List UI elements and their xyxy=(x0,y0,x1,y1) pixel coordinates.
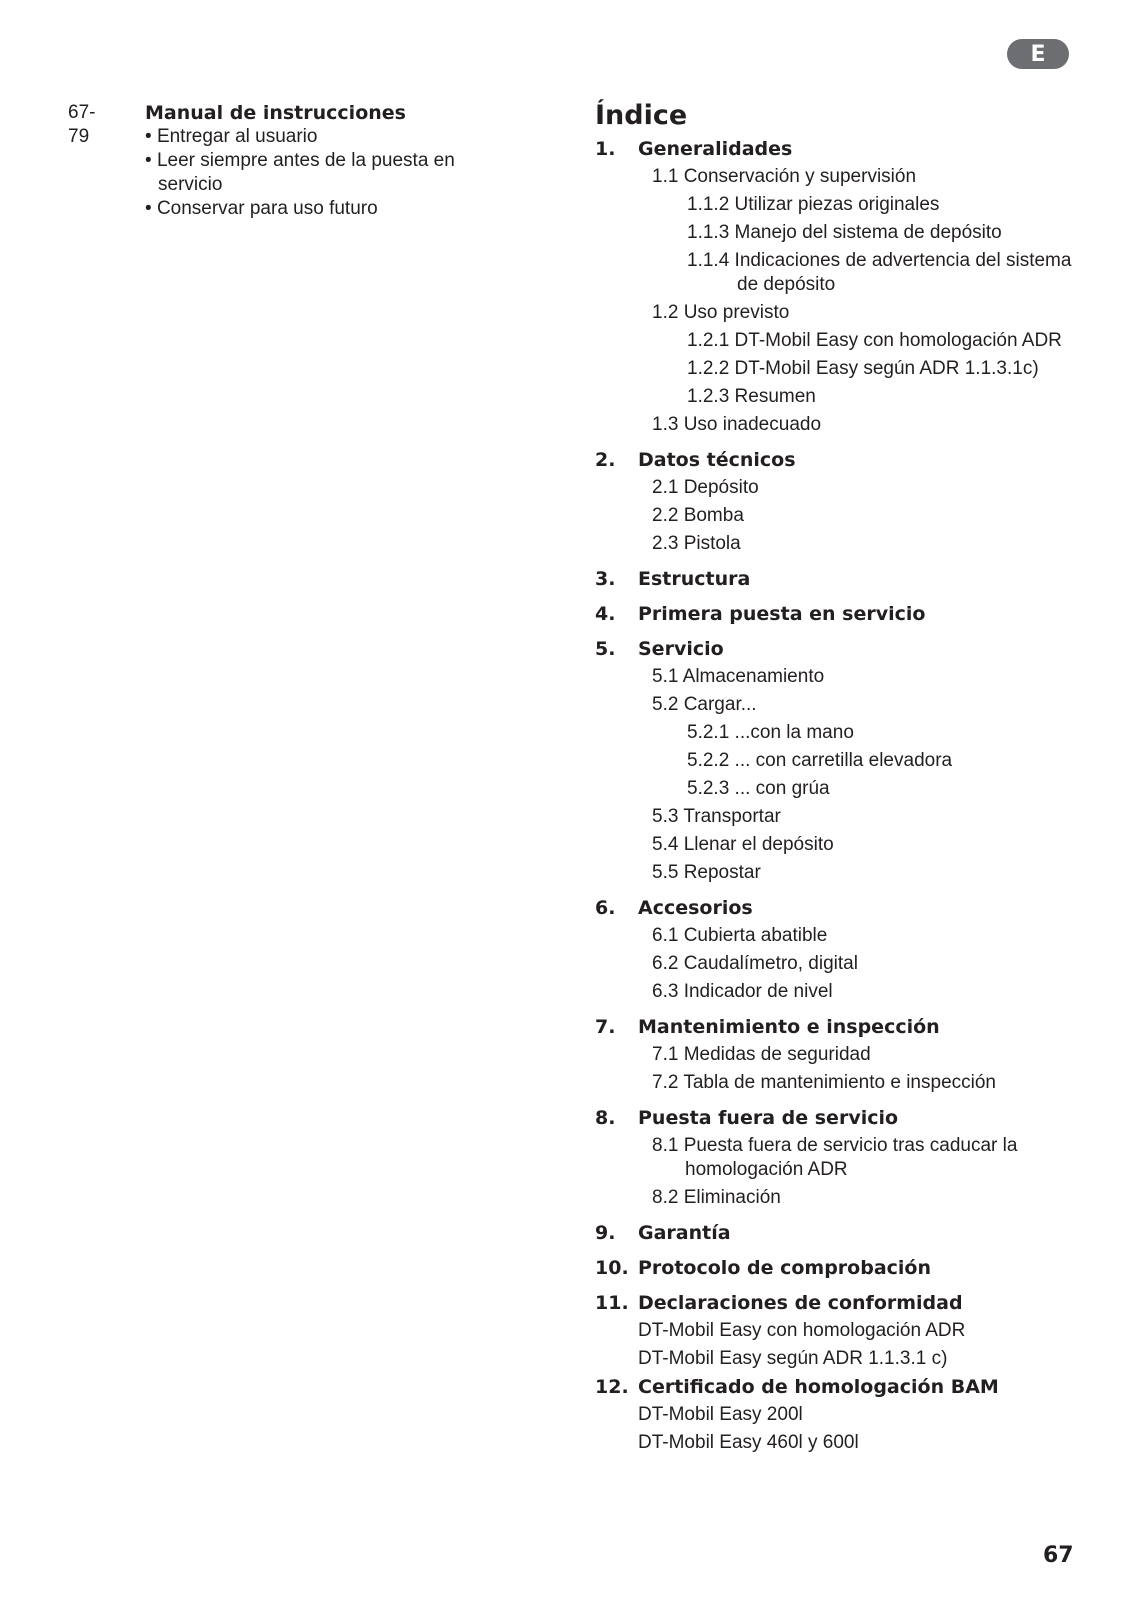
toc-entry: DT-Mobil Easy según ADR 1.1.3.1 c) xyxy=(638,1348,948,1369)
toc-subsection: 5.4 Llenar el depósito xyxy=(652,834,834,855)
toc-section-number: 12. xyxy=(595,1376,629,1398)
toc-subsection: 6.2 Caudalímetro, digital xyxy=(652,953,858,974)
toc-subsection: 7.2 Tabla de mantenimiento e inspección xyxy=(652,1072,996,1093)
toc-section-label: Mantenimiento e inspección xyxy=(638,1016,940,1038)
toc-section-heading xyxy=(595,1015,1080,1039)
toc-section-heading xyxy=(595,602,1080,626)
toc-section-label: Certificado de homologación BAM xyxy=(638,1376,999,1398)
toc-section-number: 8. xyxy=(595,1107,616,1129)
toc-section-label: Protocolo de comprobación xyxy=(638,1257,931,1279)
toc-section-label: Datos técnicos xyxy=(638,449,796,471)
toc-section-label: Generalidades xyxy=(638,138,793,160)
toc-section-label: Puesta fuera de servicio xyxy=(638,1107,899,1129)
manual-bullet: • Conservar para uso futuro xyxy=(145,197,475,221)
toc-section-number: 11. xyxy=(595,1292,629,1314)
toc-section-heading xyxy=(595,1106,1080,1130)
toc-entry: DT-Mobil Easy 460l y 600l xyxy=(638,1432,859,1453)
toc-subsection: 1.1 Conservación y supervisión xyxy=(652,166,917,187)
toc-subsubsection: 5.2.2 ... con carretilla elevadora xyxy=(687,750,953,771)
toc-section-number: 2. xyxy=(595,449,616,471)
toc-section-label: Estructura xyxy=(638,568,751,590)
toc-subsubsection: 5.2.1 ...con la mano xyxy=(687,722,854,743)
toc-subsubsection: 1.1.4 Indicaciones de advertencia del sistema de depósito xyxy=(687,250,1072,295)
toc-subsection: 2.2 Bomba xyxy=(652,505,744,526)
manual-bullet-list xyxy=(145,125,475,221)
toc-subsection: 1.3 Uso inadecuado xyxy=(652,414,822,435)
toc-subsection: 6.1 Cubierta abatible xyxy=(652,925,828,946)
toc-entry: DT-Mobil Easy con homologación ADR xyxy=(638,1320,966,1341)
manual-title: Manual de instrucciones xyxy=(145,102,406,124)
toc-section-heading xyxy=(595,137,1080,161)
toc-subsection: 7.1 Medidas de seguridad xyxy=(652,1044,871,1065)
toc-section-number: 3. xyxy=(595,568,616,590)
toc-subsection: 8.2 Eliminación xyxy=(652,1187,781,1208)
toc-section-label: Declaraciones de conformidad xyxy=(638,1292,963,1314)
toc-section-label: Primera puesta en servicio xyxy=(638,603,926,625)
toc-subsection: 5.5 Repostar xyxy=(652,862,761,883)
toc-section-number: 10. xyxy=(595,1257,629,1279)
toc-subsection: 2.1 Depósito xyxy=(652,477,759,498)
toc-subsubsection: 1.1.3 Manejo del sistema de depósito xyxy=(687,222,1002,243)
toc-subsubsection: 1.2.3 Resumen xyxy=(687,386,816,407)
toc-section-label: Garantía xyxy=(638,1222,731,1244)
toc-subsection: 6.3 Indicador de nivel xyxy=(652,981,833,1002)
toc-section-heading xyxy=(595,896,1080,920)
toc-title: Índice xyxy=(595,100,688,131)
toc-entry: DT-Mobil Easy 200l xyxy=(638,1404,803,1425)
toc-section-number: 9. xyxy=(595,1222,616,1244)
toc-section-heading xyxy=(595,567,1080,591)
toc-subsubsection: 1.1.2 Utilizar piezas originales xyxy=(687,194,940,215)
toc-subsection: 5.2 Cargar... xyxy=(652,694,757,715)
toc-section-number: 6. xyxy=(595,897,616,919)
toc-section-heading xyxy=(595,1221,1080,1245)
toc-subsection: 5.1 Almacenamiento xyxy=(652,666,825,687)
toc-section-number: 7. xyxy=(595,1016,616,1038)
page-number: 67 xyxy=(1043,1543,1074,1568)
toc-section-heading xyxy=(595,1256,1080,1280)
toc-section-number: 1. xyxy=(595,138,616,160)
table-of-contents xyxy=(595,137,1080,1455)
manual-bullet: • Leer siempre antes de la puesta en servicio xyxy=(145,149,475,197)
toc-subsection: 1.2 Uso previsto xyxy=(652,302,790,323)
toc-section-heading xyxy=(595,1375,1080,1399)
toc-section-heading xyxy=(595,637,1080,661)
page-range: 67-79 xyxy=(68,102,96,147)
toc-section-label: Accesorios xyxy=(638,897,753,919)
toc-section-heading xyxy=(595,1291,1080,1315)
toc-subsubsection: 1.2.2 DT-Mobil Easy según ADR 1.1.3.1c) xyxy=(687,358,1039,379)
toc-section-number: 5. xyxy=(595,638,616,660)
toc-subsubsection: 5.2.3 ... con grúa xyxy=(687,778,830,799)
toc-subsection: 8.1 Puesta fuera de servicio tras caducar la homologación ADR xyxy=(652,1135,1018,1180)
toc-section-label: Servicio xyxy=(638,638,724,660)
toc-subsection: 5.3 Transportar xyxy=(652,806,781,827)
toc-subsection: 2.3 Pistola xyxy=(652,533,741,554)
toc-subsubsection: 1.2.1 DT-Mobil Easy con homologación ADR xyxy=(687,330,1062,351)
manual-bullet: • Entregar al usuario xyxy=(145,125,475,149)
toc-section-heading xyxy=(595,448,1080,472)
language-badge: E xyxy=(1007,39,1069,69)
toc-section-number: 4. xyxy=(595,603,616,625)
